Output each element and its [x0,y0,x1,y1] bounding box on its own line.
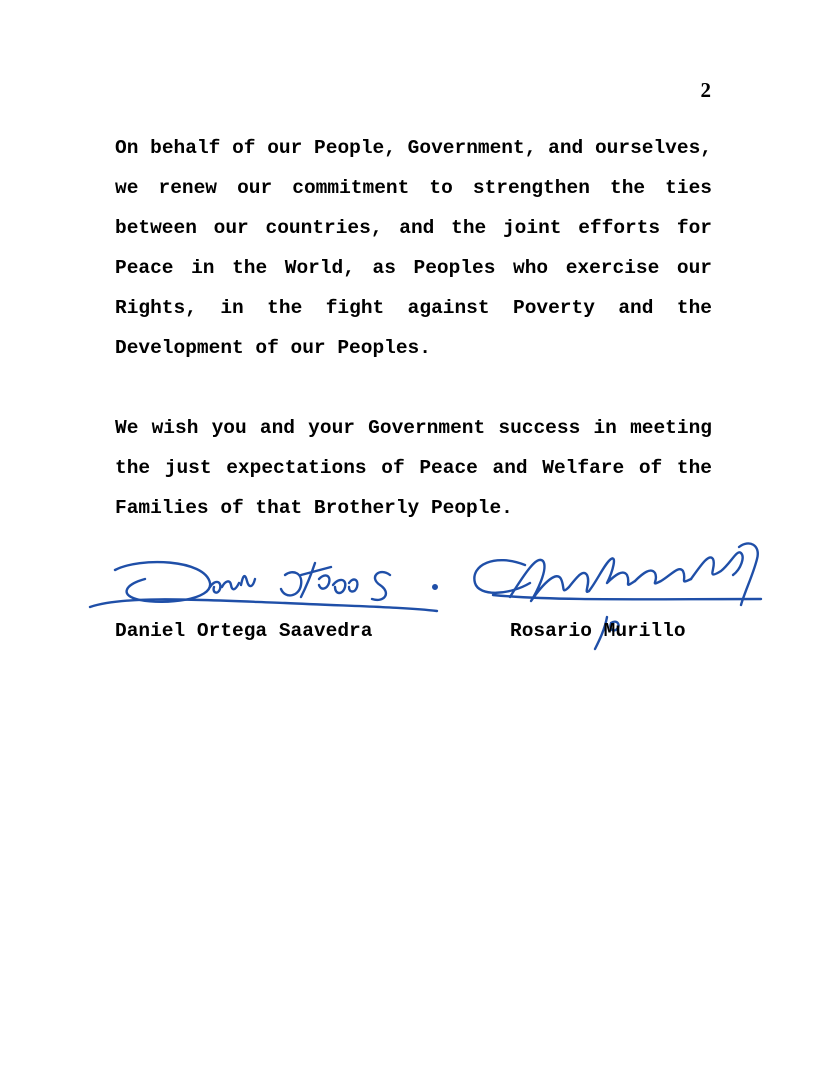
signature-rosario-murillo-icon [465,525,770,665]
letter-paragraph-1: On behalf of our People, Government, and ourselves, we renew our commitment to strengthen the ties between our countries, and the joint efforts for Peace in the World, as Peoples who exercise our Rights, in the fight against Poverty and the Development of our Peoples. [115,137,712,359]
signatory-name-1: Daniel Ortega Saavedra [115,620,373,642]
signatory-name-2: Rosario Murillo [510,620,686,642]
signature-daniel-ortega-icon [85,545,445,620]
letter-paragraph-2: We wish you and your Government success in meeting the just expectations of Peace and Welfare of the Families of that Brotherly People. [115,417,712,519]
page-number: 2 [700,78,711,102]
